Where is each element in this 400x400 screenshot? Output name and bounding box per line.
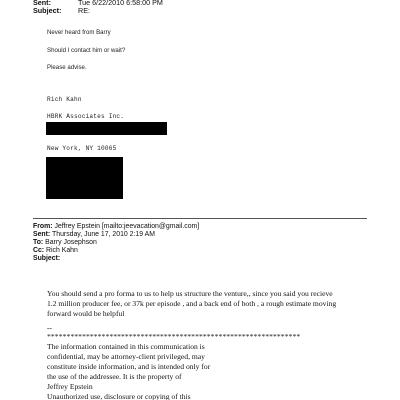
disclaimer-stars: ***************************************************************** <box>47 332 301 341</box>
from-value: Jeffrey Epstein [mailto:jeevacation@gmail.com] <box>54 223 200 230</box>
reply-line-1: Never heard from Barry <box>47 29 111 36</box>
cc-value: Rich Kahn <box>46 247 78 254</box>
signature-company: HBRK Associates Inc. <box>47 113 125 120</box>
to-label: To: <box>33 239 44 246</box>
message-line-1: You should send a pro forma to us to help us structure the venture,, since you said you recieve <box>47 289 333 298</box>
disclaimer-line-3: constitute inside information, and is intended only for <box>47 362 211 371</box>
subject-header-row <box>33 7 90 15</box>
forwarded-subject-label: Subject: <box>33 255 61 262</box>
forwarded-subject-row <box>33 255 60 263</box>
disclaimer-line-6: Unauthorized use, disclosure or copying of this <box>47 392 191 400</box>
redaction-bar-1 <box>46 122 167 135</box>
forwarded-from-row <box>33 223 199 231</box>
message-line-3: forward would be helpful <box>47 309 125 318</box>
forwarded-sent-row <box>33 231 155 239</box>
redaction-block-2 <box>46 157 123 199</box>
reply-line-2: Should I contact him or wait? <box>47 47 126 54</box>
disclaimer-line-5: Jeffrey Epstein <box>47 382 93 391</box>
sent-value: Tue 6/22/2010 6:58:00 PM <box>78 0 163 7</box>
disclaimer-line-4: the use of the addressee. It is the property of <box>47 372 182 381</box>
forwarded-cc-row <box>33 247 78 255</box>
disclaimer-line-1: The information contained in this communication is <box>47 342 205 351</box>
subject-label: Subject: <box>33 6 62 15</box>
disclaimer-line-2: confidential, may be attorney-client privileged, may <box>47 352 205 361</box>
to-value: Barry Josephson <box>45 239 97 246</box>
subject-value: RE: <box>78 6 90 15</box>
message-divider <box>33 218 367 219</box>
signature-name: Rich Kahn <box>47 96 82 103</box>
cc-label: Cc: <box>33 247 45 254</box>
forwarded-sent-label: Sent: <box>33 231 51 238</box>
reply-line-3: Please advise. <box>47 64 87 71</box>
message-line-2: 1.2 million producer fee, or 37k per episode , and a back end of both , a rough estimate moving <box>47 299 337 308</box>
forwarded-to-row <box>33 239 97 247</box>
signature-dashes: -- <box>47 323 53 332</box>
sent-label: Sent: <box>33 0 51 7</box>
signature-city: New York, NY 10065 <box>47 145 117 152</box>
forwarded-sent-value: Thursday, June 17, 2010 2:19 AM <box>52 231 155 238</box>
from-label: From: <box>33 223 53 230</box>
